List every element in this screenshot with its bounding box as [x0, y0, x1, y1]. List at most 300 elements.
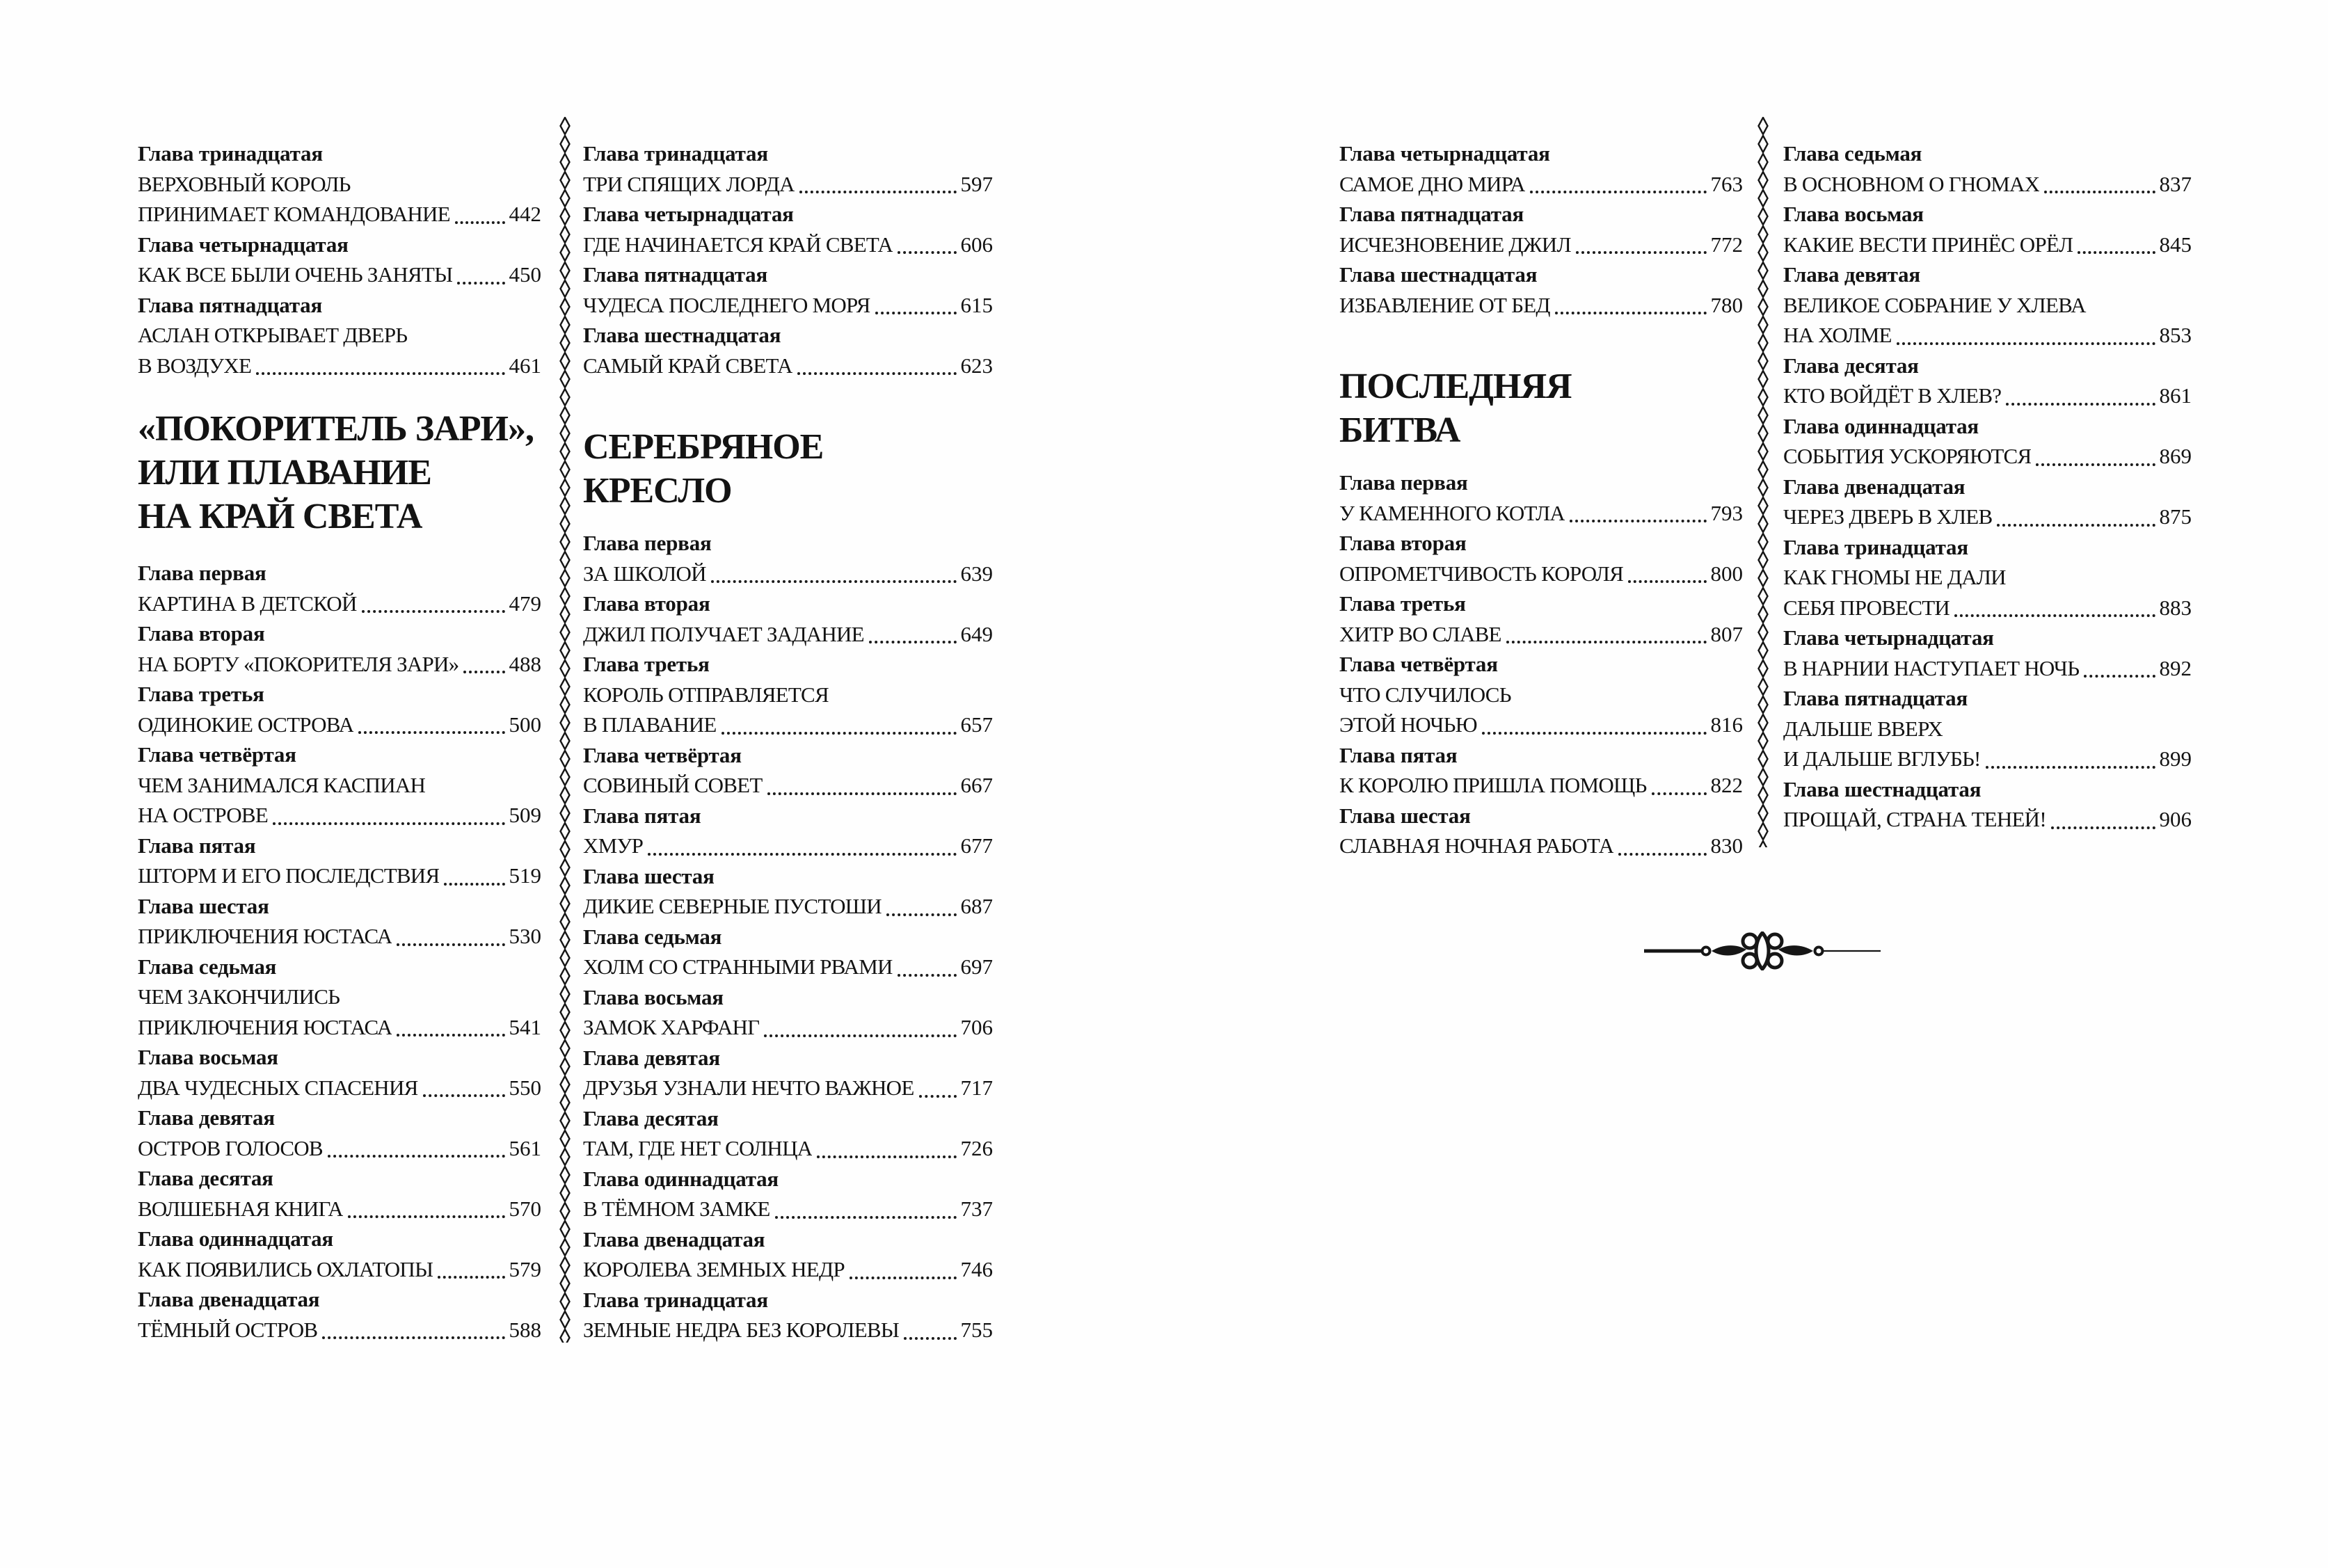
chapter-title-line: ОДИНОКИЕ ОСТРОВА	[138, 712, 354, 737]
dot-leader	[2044, 169, 2155, 194]
chapter-title-row	[1783, 502, 2192, 532]
page-number: 822	[1710, 773, 1743, 797]
section-heading-line: «ПОКОРИТЕЛЬ ЗАРИ»,	[138, 409, 534, 449]
toc-entry	[138, 739, 541, 831]
chapter-title-row	[138, 921, 541, 952]
toc-entry	[583, 199, 993, 259]
chapter-label: Глава двенадцатая	[1783, 474, 1966, 499]
toc-entry	[138, 1224, 541, 1284]
toc-entry	[1783, 532, 2192, 623]
dot-leader	[457, 259, 504, 285]
chapter-title-row	[1339, 230, 1743, 260]
section-heading-line: ИЛИ ПЛАВАНИЕ	[138, 453, 431, 493]
page-number: 579	[509, 1256, 541, 1281]
dot-leader	[1618, 831, 1706, 856]
chapter-title-line: КОРОЛЬ ОТПРАВЛЯЕТСЯ	[583, 682, 829, 707]
chapter-label: Глава пятнадцатая	[1339, 202, 1524, 226]
dot-leader	[2078, 230, 2155, 255]
toc-entry	[1339, 259, 1743, 320]
chapter-title-row	[138, 649, 541, 680]
dot-leader	[2051, 804, 2155, 829]
dot-leader	[328, 1133, 505, 1158]
dot-leader	[850, 1254, 957, 1279]
toc-entry	[583, 1043, 993, 1103]
chapter-label: Глава восьмая	[1783, 202, 1924, 226]
toc-entry	[1339, 649, 1743, 740]
toc-entry	[1783, 683, 2192, 774]
toc-entry	[138, 558, 541, 618]
dot-leader	[875, 290, 957, 315]
page-number: 597	[960, 171, 993, 196]
page-number: 677	[960, 833, 993, 858]
dot-leader	[1570, 498, 1706, 523]
chapter-title-line: В НАРНИИ НАСТУПАЕТ НОЧЬ	[1783, 655, 2080, 680]
chapter-title-line: ТЁМНЫЙ ОСТРОВ	[138, 1317, 318, 1342]
dot-leader	[1897, 320, 2155, 345]
toc-entry	[583, 528, 993, 589]
page-number: 755	[960, 1318, 993, 1342]
chapter-title-row	[1783, 653, 2192, 684]
dot-leader	[898, 230, 956, 255]
toc-entry	[583, 801, 993, 861]
chapter-title-line: ДЖИЛ ПОЛУЧАЕТ ЗАДАНИЕ	[583, 621, 864, 646]
chapter-title-row	[583, 710, 993, 740]
dot-leader	[919, 1073, 957, 1098]
dot-leader	[1954, 593, 2155, 618]
toc-entry	[1339, 199, 1743, 259]
page-number: 845	[2159, 232, 2192, 257]
toc-column-left-2	[583, 138, 993, 1345]
section-heading-line: НА КРАЙ СВЕТА	[138, 497, 422, 536]
chapter-label: Глава пятая	[138, 833, 256, 858]
dot-leader	[397, 1012, 504, 1037]
page-number: 615	[960, 292, 993, 317]
toc-entry	[138, 831, 541, 891]
chapter-label: Глава десятая	[583, 1105, 719, 1130]
chapter-title-line: В ОСНОВНОМ О ГНОМАХ	[1783, 171, 2040, 196]
chapter-title-line: ШТОРМ И ЕГО ПОСЛЕДСТВИЯ	[138, 863, 440, 888]
toc-entry	[1783, 774, 2192, 835]
chapter-title-row	[1783, 169, 2192, 200]
page-number: 853	[2159, 323, 2192, 347]
chapter-title-row	[583, 1012, 993, 1043]
chapter-title-row	[583, 1194, 993, 1224]
chapter-title-row	[583, 1073, 993, 1103]
dot-leader	[2006, 381, 2155, 406]
chapter-title-line: ЧЕМ ЗАКОНЧИЛИСЬ	[138, 984, 340, 1009]
chapter-label: Глава вторая	[138, 621, 265, 646]
toc-entry	[138, 952, 541, 1043]
page-number: 793	[1710, 500, 1743, 525]
dot-leader	[2084, 653, 2155, 678]
chapter-title-line: СЕБЯ ПРОВЕСТИ	[1783, 595, 1950, 620]
toc-entry	[1783, 411, 2192, 472]
page-number: 687	[960, 894, 993, 918]
chapter-label: Глава девятая	[1783, 262, 1920, 287]
page-number: 807	[1710, 621, 1743, 646]
page-number: 697	[960, 954, 993, 979]
chapter-title-line: ХМУР	[583, 833, 644, 858]
chapter-title-row	[138, 710, 541, 740]
chapter-title-row	[583, 351, 993, 381]
page-number: 837	[2159, 171, 2192, 196]
toc-entry	[583, 740, 993, 801]
chapter-label: Глава пятнадцатая	[583, 262, 768, 287]
toc-entry	[1783, 199, 2192, 259]
chapter-title-line: КАК ГНОМЫ НЕ ДАЛИ	[1783, 565, 2006, 589]
chapter-label: Глава одиннадцатая	[138, 1226, 334, 1251]
page-number: 706	[960, 1015, 993, 1039]
chapter-title-row	[583, 230, 993, 260]
chapter-title-row	[583, 169, 993, 200]
page-number: 570	[509, 1196, 541, 1221]
page-number: 830	[1710, 833, 1743, 858]
chapter-title-row	[138, 800, 541, 831]
chapter-label: Глава восьмая	[138, 1045, 278, 1069]
chapter-title-row	[1783, 381, 2192, 411]
chapter-title-line: ЧЕМ ЗАНИМАЛСЯ КАСПИАН	[138, 772, 426, 797]
chapter-label: Глава седьмая	[1783, 141, 1922, 166]
chapter-title-line: НА БОРТУ «ПОКОРИТЕЛЯ ЗАРИ»	[138, 651, 459, 676]
chapter-title-line: ХИТР ВО СЛАВЕ	[1339, 621, 1501, 646]
chapter-title-row	[1783, 320, 2192, 351]
chapter-label: Глава восьмая	[583, 984, 724, 1009]
chapter-title-row	[1339, 831, 1743, 861]
toc-entry	[583, 1285, 993, 1345]
toc-entry	[1339, 589, 1743, 649]
chapter-title-line: ГДЕ НАЧИНАЕТСЯ КРАЙ СВЕТА	[583, 232, 893, 257]
toc-entry	[138, 290, 541, 381]
chapter-label: Глава шестнадцатая	[1339, 262, 1538, 287]
toc-entry	[138, 1103, 541, 1163]
chapter-title-row	[1339, 770, 1743, 801]
chapter-title-row	[1339, 290, 1743, 321]
chapter-label: Глава третья	[1339, 591, 1466, 616]
page-number: 717	[960, 1075, 993, 1100]
page-number: 780	[1710, 292, 1743, 317]
page-number: 737	[960, 1197, 993, 1221]
chapter-title-line: ПРИКЛЮЧЕНИЯ ЮСТАСА	[138, 924, 392, 948]
page-number: 519	[509, 863, 541, 888]
dot-leader	[775, 1194, 957, 1219]
dot-leader	[721, 710, 957, 735]
chapter-title-row	[1783, 593, 2192, 623]
toc-entry	[1783, 259, 2192, 351]
chapter-title-row	[583, 952, 993, 982]
page-number: 899	[2159, 746, 2192, 771]
chapter-title-line: СЛАВНАЯ НОЧНАЯ РАБОТА	[1339, 833, 1614, 858]
dot-leader	[1576, 230, 1707, 255]
chapter-label: Глава пятнадцатая	[1783, 686, 1968, 710]
page-number: 667	[960, 773, 993, 797]
chapter-title-line: ТАМ, ГДЕ НЕТ СОЛНЦА	[583, 1136, 813, 1160]
toc-entry	[1783, 472, 2192, 532]
chapter-title-line: КТО ВОЙДЁТ В ХЛЕВ?	[1783, 383, 2002, 408]
section-heading-line: КРЕСЛО	[583, 471, 732, 511]
toc-entry	[583, 1103, 993, 1164]
chapter-label: Глава двенадцатая	[583, 1226, 765, 1251]
dot-leader	[869, 619, 957, 644]
chapter-title-row	[583, 290, 993, 321]
chapter-title-line: У КАМЕННОГО КОТЛА	[1339, 500, 1565, 525]
page-number: 906	[2159, 807, 2192, 831]
toc-entry	[1783, 138, 2192, 199]
chapter-label: Глава шестнадцатая	[583, 323, 781, 347]
dot-leader	[648, 831, 956, 856]
page-number: 883	[2159, 595, 2192, 620]
chapter-title-line: ОПРОМЕТЧИВОСТЬ КОРОЛЯ	[1339, 561, 1624, 586]
chapter-label: Глава первая	[138, 561, 266, 585]
section-heading	[138, 407, 541, 538]
toc-entry	[583, 649, 993, 740]
page-number: 606	[960, 232, 993, 257]
dot-leader	[711, 559, 957, 584]
section-heading	[583, 425, 993, 513]
dot-leader	[273, 800, 504, 825]
toc-entry	[1783, 351, 2192, 411]
chapter-title-line: ВЕРХОВНЫЙ КОРОЛЬ	[138, 171, 351, 196]
dot-leader	[423, 1073, 505, 1098]
chapter-title-line: ТРИ СПЯЩИХ ЛОРДА	[583, 171, 795, 196]
chapter-label: Глава четырнадцатая	[138, 232, 349, 257]
dot-leader	[397, 921, 504, 946]
chapter-title-row	[138, 589, 541, 619]
chapter-title-row	[1339, 559, 1743, 589]
toc-entry	[1783, 623, 2192, 683]
page-number: 561	[509, 1135, 541, 1160]
toc-entry	[1339, 740, 1743, 801]
chapter-title-line: ОСТРОВ ГОЛОСОВ	[138, 1135, 323, 1160]
chapter-label: Глава третья	[583, 652, 710, 676]
chapter-label: Глава седьмая	[138, 954, 277, 979]
chapter-title-row	[138, 861, 541, 891]
section-heading-line: ПОСЛЕДНЯЯ	[1339, 367, 1572, 406]
dot-leader	[444, 861, 504, 886]
chapter-title-line: ДРУЗЬЯ УЗНАЛИ НЕЧТО ВАЖНОЕ	[583, 1075, 914, 1100]
chapter-title-row	[583, 1254, 993, 1285]
chapter-title-line: ЗА ШКОЛОЙ	[583, 561, 706, 586]
section-heading	[1339, 365, 1743, 452]
chapter-label: Глава четырнадцатая	[583, 202, 794, 226]
section-heading-line: СЕРЕБРЯНОЕ	[583, 427, 824, 467]
chapter-title-line: КАРТИНА В ДЕТСКОЙ	[138, 591, 357, 616]
chapter-title-row	[583, 831, 993, 861]
dot-leader	[1628, 559, 1706, 584]
dot-leader	[362, 589, 505, 614]
chapter-title-row	[138, 259, 541, 290]
toc-entry	[138, 1163, 541, 1224]
chapter-label: Глава шестнадцатая	[1783, 776, 1982, 801]
dot-leader	[767, 770, 957, 795]
chapter-title-row	[1783, 230, 2192, 260]
chapter-title-line: ДИКИЕ СЕВЕРНЫЕ ПУСТОШИ	[583, 894, 882, 918]
page-number: 726	[960, 1136, 993, 1160]
chapter-title-line: ИЗБАВЛЕНИЕ ОТ БЕД	[1339, 292, 1550, 317]
dot-leader	[764, 1012, 956, 1037]
toc-entry	[583, 259, 993, 320]
page-number: 479	[509, 591, 541, 616]
toc-column-right-2	[1783, 138, 2192, 835]
chapter-label: Глава четырнадцатая	[1339, 141, 1550, 166]
toc-entry	[1339, 467, 1743, 528]
dot-leader	[1986, 744, 2155, 769]
dot-leader	[799, 169, 957, 194]
chapter-label: Глава пятая	[1339, 742, 1458, 767]
chapter-title-line: НА ХОЛМЕ	[1783, 323, 1892, 347]
chapter-title-line: В ПЛАВАНИЕ	[583, 712, 717, 737]
chapter-title-line: И ДАЛЬШЕ ВГЛУБЬ!	[1783, 746, 1981, 771]
chapter-label: Глава одиннадцатая	[1783, 413, 1979, 438]
section-heading-line: БИТВА	[1339, 410, 1460, 450]
chapter-label: Глава седьмая	[583, 924, 722, 949]
chapter-title-line: КАК ВСЕ БЫЛИ ОЧЕНЬ ЗАНЯТЫ	[138, 262, 453, 287]
fleuron-rule-icon	[1644, 931, 1881, 970]
chapter-label: Глава шестая	[1339, 803, 1471, 828]
chapter-title-line: ДАЛЬШЕ ВВЕРХ	[1783, 716, 1943, 741]
page-number: 623	[960, 353, 993, 378]
dot-leader	[256, 351, 504, 376]
chapter-label: Глава тринадцатая	[583, 141, 768, 166]
chapter-title-line: САМОЕ ДНО МИРА	[1339, 171, 1525, 196]
chapter-label: Глава десятая	[138, 1166, 273, 1190]
toc-column-right-1	[1339, 138, 1743, 861]
toc-entry	[138, 1042, 541, 1103]
toc-entry	[583, 320, 993, 381]
dot-leader	[348, 1194, 505, 1219]
chapter-title-row	[138, 1254, 541, 1285]
chapter-label: Глава пятнадцатая	[138, 292, 323, 317]
chapter-title-line: СОБЫТИЯ УСКОРЯЮТСЯ	[1783, 444, 2032, 468]
chapter-title-line: АСЛАН ОТКРЫВАЕТ ДВЕРЬ	[138, 323, 408, 347]
chapter-title-line: КОРОЛЕВА ЗЕМНЫХ НЕДР	[583, 1257, 845, 1281]
toc-entry	[138, 230, 541, 290]
page-number: 461	[509, 353, 541, 378]
dot-leader	[1652, 770, 1707, 795]
chapter-title-line: ПРИКЛЮЧЕНИЯ ЮСТАСА	[138, 1014, 392, 1039]
page-number: 861	[2159, 383, 2192, 408]
chapter-label: Глава одиннадцатая	[583, 1166, 779, 1191]
chapter-title-row	[1339, 498, 1743, 529]
chapter-title-line: ИСЧЕЗНОВЕНИЕ ДЖИЛ	[1339, 232, 1571, 257]
page-number: 763	[1710, 171, 1743, 196]
dot-leader	[1506, 619, 1707, 644]
chapter-label: Глава десятая	[1783, 353, 1919, 378]
chapter-title-row	[1783, 804, 2192, 835]
page-number: 649	[960, 621, 993, 646]
toc-entry	[138, 618, 541, 679]
page-number: 869	[2159, 444, 2192, 468]
toc-entry	[1339, 528, 1743, 589]
toc-entry	[138, 891, 541, 952]
toc-entry	[583, 138, 993, 199]
toc-entry	[138, 679, 541, 739]
chapter-title-row	[583, 619, 993, 650]
page-number: 746	[960, 1257, 993, 1281]
page-number: 450	[509, 262, 541, 287]
page-number: 530	[509, 924, 541, 948]
dot-leader	[438, 1254, 504, 1279]
chapter-title-row	[583, 1315, 993, 1345]
chapter-title-row	[1783, 441, 2192, 472]
chapter-title-line: ДВА ЧУДЕСНЫХ СПАСЕНИЯ	[138, 1075, 418, 1100]
toc-entry	[1339, 138, 1743, 199]
page-number: 550	[509, 1075, 541, 1100]
chapter-label: Глава тринадцатая	[1783, 534, 1968, 559]
page-number: 639	[960, 561, 993, 586]
chapter-title-row	[138, 1315, 541, 1345]
chapter-title-line: САМЫЙ КРАЙ СВЕТА	[583, 353, 792, 378]
toc-entry	[138, 1284, 541, 1345]
toc-entry	[583, 861, 993, 922]
dot-leader	[1530, 169, 1707, 194]
chapter-label: Глава шестая	[138, 893, 269, 918]
toc-entry	[583, 1164, 993, 1224]
toc-entry	[583, 1224, 993, 1285]
chapter-title-line: В ТЁМНОМ ЗАМКЕ	[583, 1197, 770, 1221]
dot-leader	[817, 1133, 956, 1158]
page-number: 488	[509, 651, 541, 676]
chapter-title-line: В ВОЗДУХЕ	[138, 353, 252, 378]
chapter-title-line: К КОРОЛЮ ПРИШЛА ПОМОЩЬ	[1339, 773, 1647, 797]
chapter-title-row	[583, 770, 993, 801]
dot-leader	[898, 952, 957, 977]
chapter-title-line: ЗАМОК ХАРФАНГ	[583, 1015, 760, 1039]
chapter-title-line: ПРОЩАЙ, СТРАНА ТЕНЕЙ!	[1783, 807, 2046, 831]
dot-leader	[1555, 290, 1707, 315]
page-number: 509	[509, 803, 541, 827]
page-number: 816	[1710, 712, 1743, 737]
chapter-title-line: ЗЕМНЫЕ НЕДРА БЕЗ КОРОЛЕВЫ	[583, 1318, 900, 1342]
chapter-title-line: ВОЛШЕБНАЯ КНИГА	[138, 1196, 343, 1221]
chapter-title-row	[138, 199, 541, 230]
page-number: 892	[2159, 655, 2192, 680]
chapter-title-row	[138, 1012, 541, 1043]
chapter-label: Глава четырнадцатая	[1783, 625, 1994, 650]
chapter-title-row	[138, 1133, 541, 1164]
toc-entry	[1339, 801, 1743, 861]
chapter-title-row	[1339, 169, 1743, 200]
dot-leader	[455, 199, 505, 224]
toc-column-left-1	[138, 138, 541, 1345]
chapter-label: Глава вторая	[1339, 531, 1467, 555]
chapter-title-row	[138, 351, 541, 381]
chapter-label: Глава четвёртая	[583, 742, 742, 767]
dot-leader	[904, 1315, 956, 1340]
toc-entry	[138, 138, 541, 230]
chapter-label: Глава девятая	[583, 1045, 720, 1070]
page-number: 657	[960, 712, 993, 737]
chapter-label: Глава тринадцатая	[138, 141, 323, 166]
page-number: 800	[1710, 561, 1743, 586]
page-number: 875	[2159, 504, 2192, 529]
dot-leader	[886, 891, 957, 916]
page-number: 541	[509, 1014, 541, 1039]
chapter-title-line: ЭТОЙ НОЧЬЮ	[1339, 712, 1477, 737]
chapter-label: Глава четвёртая	[1339, 652, 1498, 676]
chapter-title-row	[1339, 619, 1743, 650]
chapter-title-line: НА ОСТРОВЕ	[138, 803, 269, 827]
chapter-title-line: ВЕЛИКОЕ СОБРАНИЕ У ХЛЕВА	[1783, 292, 2086, 317]
chapter-title-row	[583, 891, 993, 922]
chapter-label: Глава вторая	[583, 591, 710, 616]
dot-leader	[322, 1315, 504, 1340]
chapter-label: Глава первая	[583, 531, 712, 555]
page-number: 442	[509, 202, 541, 226]
diamond-chain-divider-icon	[1757, 117, 1769, 847]
chapter-title-line: ПРИНИМАЕТ КОМАНДОВАНИЕ	[138, 202, 450, 226]
chapter-title-row	[1339, 710, 1743, 740]
toc-entry	[583, 982, 993, 1043]
